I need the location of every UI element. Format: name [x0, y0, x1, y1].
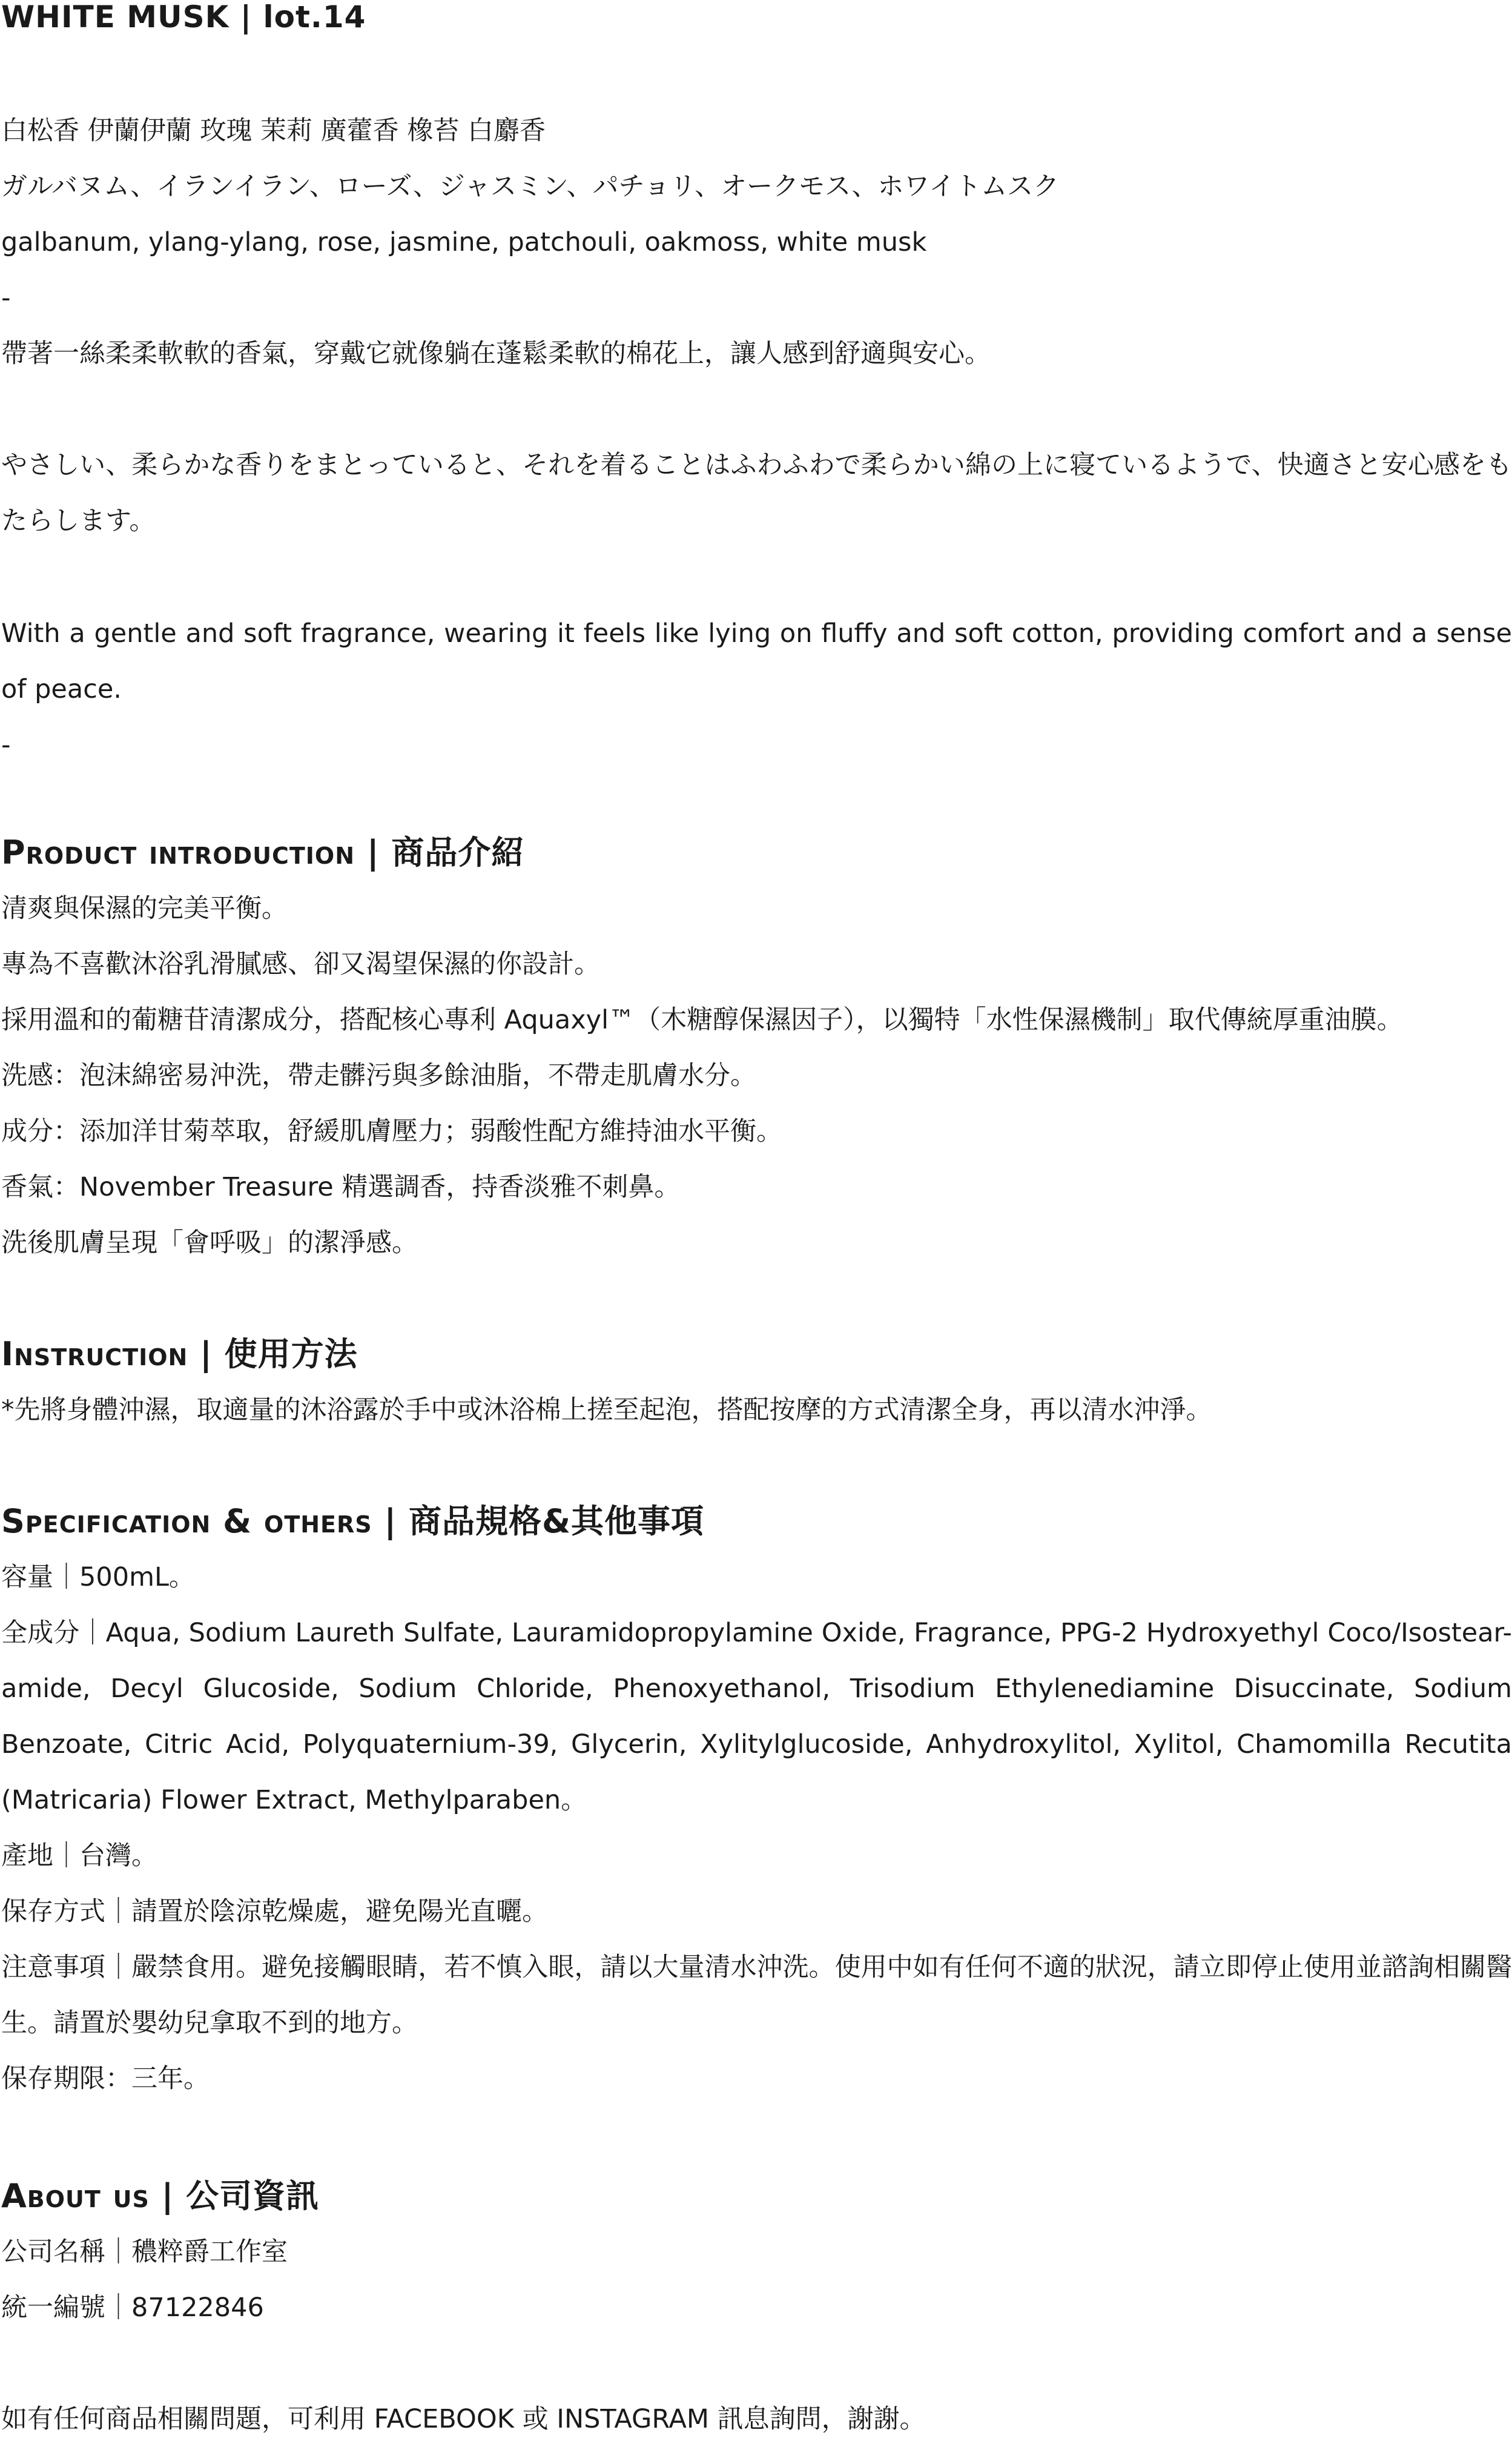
description-japanese: やさしい、柔らかな香りをまとっていると、それを着ることはふわふわで柔らかい綿の上に寝ているようで、快適さと安心感をもたらします。: [1, 450, 1512, 536]
description-english: With a gentle and soft fragrance, wearing it feels like lying on fluffy and soft cotton, providing comfort and a sense of peace.: [1, 618, 1512, 704]
intro-line: 香氣：November Treasure 精選調香，持香淡雅不刺鼻。: [1, 1172, 681, 1202]
description-english-block: [1, 606, 1512, 773]
section-heading-specification: Specification & others | 商品規格&其他事項: [1, 1502, 705, 1540]
spec-ingredients: 全成分｜Aqua, Sodium Laureth Sulfate, Lauramidopropylamine Oxide, Fragrance, PPG-2 Hydroxyethyl Coco/Isostear-amide, Decyl Glucoside, Sodium Chloride, Phenoxyethanol, Trisodium Ethylenediamine Disuccinate, Sodium Benzoate, Citric Acid, Polyquaternium-39, Glycerin, Xylitylglucoside, Anhydroxylitol, Xylitol, Chamomilla Recutita (Matricaria) Flower Extract, Methylparaben。: [1, 1618, 1512, 1815]
notes-japanese: ガルバヌム、イランイラン、ローズ、ジャスミン、パチョリ、オークモス、ホワイトムスク: [1, 171, 1060, 202]
notes-chinese: 白松香 伊蘭伊蘭 玫瑰 茉莉 廣藿香 橡苔 白麝香: [1, 116, 546, 146]
specification-section: [1, 1494, 1512, 2107]
fragrance-notes: [1, 103, 1512, 382]
intro-line: 洗後肌膚呈現「會呼吸」的潔淨感。: [1, 1228, 418, 1258]
page-title: WHITE MUSK | lot.14: [1, 0, 366, 35]
about-tax-id: 統一編號｜87122846: [1, 2293, 264, 2323]
instruction-text: *先將身體沖濕，取適量的沐浴露於手中或沐浴棉上搓至起泡，搭配按摩的方式清潔全身，再以清水沖淨。: [1, 1395, 1212, 1425]
spec-storage: 保存方式｜請置於陰涼乾燥處，避免陽光直曬。: [1, 1896, 548, 1927]
description-chinese: 帶著一絲柔柔軟軟的香氣，穿戴它就像躺在蓬鬆柔軟的棉花上，讓人感到舒適與安心。: [1, 339, 991, 369]
spec-shelf-life: 保存期限：三年。: [1, 2064, 210, 2094]
about-company-name: 公司名稱｜穠粹爵工作室: [1, 2237, 288, 2267]
section-heading-about: About us | 公司資訊: [1, 2177, 320, 2215]
intro-line: 採用溫和的葡糖苷清潔成分，搭配核心專利 Aquaxyl™（木糖醇保濕因子），以獨特「水性保濕機制」取代傳統厚重油膜。: [1, 1005, 1403, 1035]
description-japanese-block: [1, 437, 1512, 549]
spec-origin: 產地｜台灣。: [1, 1841, 157, 1871]
about-section: [1, 2168, 1512, 2336]
divider: -: [1, 283, 11, 313]
divider: -: [1, 730, 11, 760]
spec-caution: 注意事項｜嚴禁食用。避免接觸眼睛，若不慎入眼，請以大量清水沖洗。使用中如有任何不適的狀況，請立即停止使用並諮詢相關醫生。請置於嬰幼兒拿取不到的地方。: [1, 1952, 1512, 2038]
section-heading-product-introduction: Product introduction | 商品介紹: [1, 833, 525, 872]
instruction-section: [1, 1326, 1512, 1438]
intro-line: 專為不喜歡沐浴乳滑膩感、卻又渴望保濕的你設計。: [1, 949, 600, 979]
contact-note: 如有任何商品相關問題，可利用 FACEBOOK 或 INSTAGRAM 訊息詢問，謝謝。: [1, 2404, 926, 2434]
intro-line: 清爽與保濕的完美平衡。: [1, 893, 288, 924]
intro-line: 洗感：泡沫綿密易沖洗，帶走髒污與多餘油脂，不帶走肌膚水分。: [1, 1061, 756, 1091]
product-introduction-section: [1, 825, 1512, 1271]
section-heading-instruction: Instruction | 使用方法: [1, 1335, 358, 1373]
intro-line: 成分：添加洋甘菊萃取，舒緩肌膚壓力；弱酸性配方維持油水平衡。: [1, 1116, 782, 1147]
spec-volume: 容量｜500mL。: [1, 1562, 195, 1592]
notes-english: galbanum, ylang-ylang, rose, jasmine, patchouli, oakmoss, white musk: [1, 227, 927, 257]
